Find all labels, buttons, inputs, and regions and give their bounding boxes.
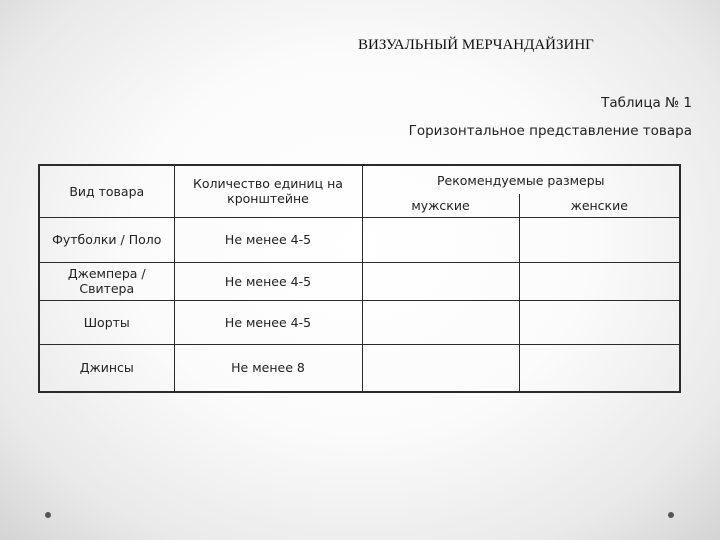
corner-dot-left — [45, 512, 51, 518]
cell-product: Джемпера / Свитера — [39, 262, 174, 300]
header-women: женские — [519, 194, 680, 217]
header-units-on-bracket: Количество единиц на кронштейне — [174, 165, 362, 217]
cell-product: Шорты — [39, 300, 174, 344]
table-row — [39, 217, 680, 262]
table-row — [39, 344, 680, 392]
cell-product: Футболки / Поло — [39, 217, 174, 262]
corner-dot-right — [668, 512, 674, 518]
cell-men — [362, 217, 519, 262]
table-header-row — [39, 165, 680, 194]
table-row — [39, 262, 680, 300]
cell-women — [519, 300, 680, 344]
cell-women — [519, 344, 680, 392]
table-subtitle: Горизонтальное представление товара — [408, 123, 692, 139]
cell-women — [519, 217, 680, 262]
cell-product: Джинсы — [39, 344, 174, 392]
product-table — [38, 164, 681, 393]
cell-men — [362, 262, 519, 300]
header-recommended-sizes: Рекомендуемые размеры — [362, 165, 680, 194]
cell-quantity: Не менее 4-5 — [174, 262, 362, 300]
cell-men — [362, 300, 519, 344]
cell-quantity: Не менее 4-5 — [174, 217, 362, 262]
header-product-type: Вид товара — [39, 165, 174, 217]
slide-title: ВИЗУАЛЬНЫЙ МЕРЧАНДАЙЗИНГ — [358, 37, 594, 53]
header-men: мужские — [362, 194, 519, 217]
cell-quantity: Не менее 8 — [174, 344, 362, 392]
cell-men — [362, 344, 519, 392]
cell-quantity: Не менее 4-5 — [174, 300, 362, 344]
cell-women — [519, 262, 680, 300]
table-row — [39, 300, 680, 344]
table-caption: Таблица № 1 — [601, 95, 692, 111]
